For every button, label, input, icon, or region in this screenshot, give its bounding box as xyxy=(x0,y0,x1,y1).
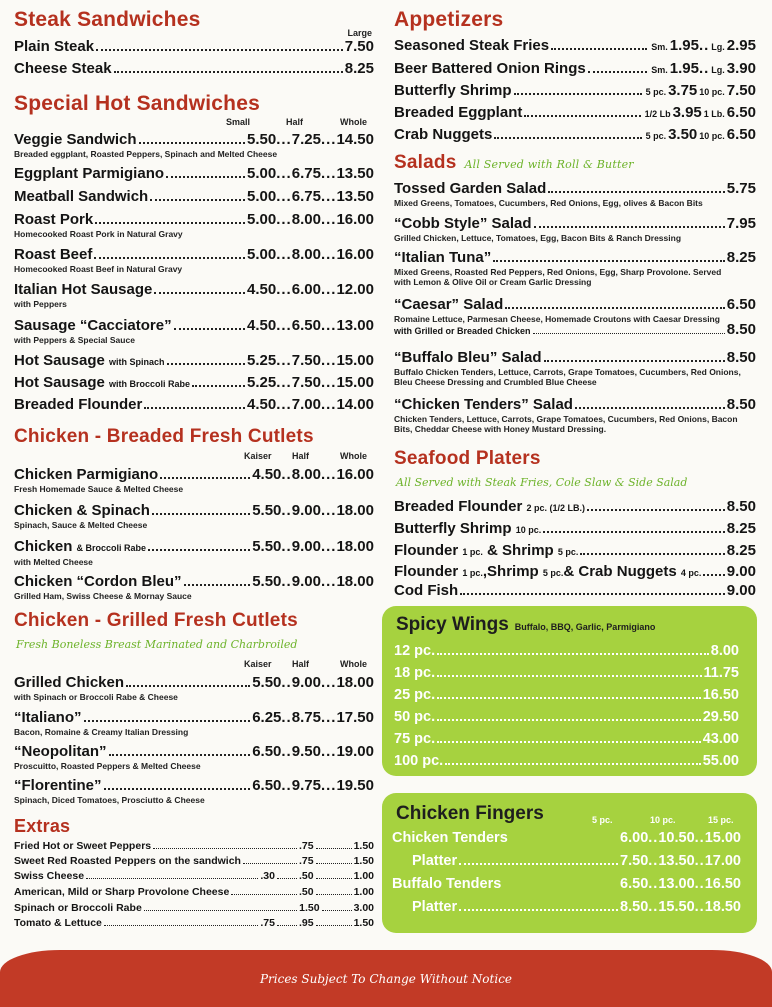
extras-item: Spinach or Broccoli Rabe 1.50 3.00 xyxy=(14,902,374,914)
item-price: 8.25 xyxy=(344,60,374,77)
menu-item: Butterfly Shrimp 5 pc. 3.75 10 pc. 7.50 xyxy=(394,82,756,99)
menu-item: Hot Sausage with Spinach 5.25 ... 7.50 ... 15.00 xyxy=(14,352,374,369)
menu-item: Chicken Parmigiano 4.50 .. 8.00 ... 16.00 Fresh Homemade Sauce & Melted Cheese xyxy=(14,466,374,494)
menu-item: “Buffalo Bleu” Salad 8.50 Buffalo Chicken Tenders, Lettuce, Carrots, Grape Tomatoes, Cucumbers, Red Onions, Bleu Cheese Dressing and Crumbled Blue Cheese xyxy=(394,349,756,387)
fingers-item: Chicken Tenders 6.00 .. 10.50 .. 15.00 xyxy=(392,830,741,846)
wings-item: 25 pc. 16.50 xyxy=(394,687,739,703)
fingers-item: Platter 8.50 .. 15.50 .. 18.50 xyxy=(412,899,741,915)
menu-item: Roast Beef 5.00 ... 8.00 ... 16.00 Homecooked Roast Beef in Natural Gravy xyxy=(14,246,374,274)
menu-item: Chicken & Spinach 5.50 .. 9.00 ... 18.00 Spinach, Sauce & Melted Cheese xyxy=(14,502,374,530)
section-title-salads: Salads All Served with Roll & Butter xyxy=(394,152,634,173)
menu-item: Roast Pork 5.00 ... 8.00 ... 16.00 Homecooked Roast Pork in Natural Gravy xyxy=(14,211,374,239)
menu-item: Breaded Eggplant 1/2 Lb 3.95 1 Lb. 6.50 xyxy=(394,104,756,121)
menu-item: “Caesar” Salad 6.50 Romaine Lettuce, Parmesan Cheese, Homemade Croutons with Caesar Dressing with Grilled or Breaded Chicken 8.50 xyxy=(394,296,756,338)
item-name: Cheese Steak xyxy=(14,60,112,77)
menu-item: Seasoned Steak Fries Sm. 1.95 .. Lg. 2.95 xyxy=(394,37,756,54)
item-price: 7.50 xyxy=(344,38,374,55)
menu-item: Tossed Garden Salad 5.75 Mixed Greens, Tomatoes, Cucumbers, Red Onions, Egg, olives & Bacon Bits xyxy=(394,180,756,208)
section-title-special: Special Hot Sandwiches xyxy=(14,92,260,115)
footer-banner xyxy=(0,950,772,1007)
extras-item: American, Mild or Sharp Provolone Cheese .50 1.00 xyxy=(14,886,374,898)
footer-notice: Prices Subject To Change Without Notice xyxy=(259,972,513,986)
col-large: Large xyxy=(347,28,372,38)
menu-item: Chicken “Cordon Bleu” 5.50 .. 9.00 ... 18.00 Grilled Ham, Swiss Cheese & Mornay Sauce xyxy=(14,573,374,601)
section-title-appetizers: Appetizers xyxy=(394,8,504,31)
section-title-grilled: Chicken - Grilled Fresh Cutlets xyxy=(14,610,298,631)
menu-item: Butterfly Shrimp 10 pc. 8.25 xyxy=(394,520,756,537)
menu-item: Flounder 1 pc.,Shrimp 5 pc.& Crab Nuggets 4 pc. 9.00 xyxy=(394,563,756,580)
menu-item: Breaded Flounder 4.50 ... 7.00 ... 14.00 xyxy=(14,396,374,413)
menu-item: Beer Battered Onion Rings Sm. 1.95 .. Lg. 3.90 xyxy=(394,60,756,77)
grilled-subtitle: Fresh Boneless Breast Marinated and Charbroiled xyxy=(16,638,298,651)
menu-item: Hot Sausage with Broccoli Rabe 5.25 ... 7.50 ... 15.00 xyxy=(14,374,374,391)
wings-item: 12 pc. 8.00 xyxy=(394,643,739,659)
menu-item xyxy=(14,60,374,78)
chicken-fingers-box: Chicken Fingers 5 pc. 10 pc. 15 pc. Chicken Tenders 6.00 .. 10.50 .. 15.00 Platter 7.50 .. 13.50 .. 17.00 Buffalo Tenders 6.50 .. 13.00 .. 16.50 Platter 8.50 .. 15.50 .. 18.50 xyxy=(382,793,757,933)
menu-item: Cod Fish 9.00 xyxy=(394,582,756,599)
fingers-item: Buffalo Tenders 6.50 .. 13.00 .. 16.50 xyxy=(392,876,741,892)
menu-item: Eggplant Parmigiano 5.00 ... 6.75 ... 13.50 xyxy=(14,165,374,182)
fingers-item: Platter 7.50 .. 13.50 .. 17.00 xyxy=(412,853,741,869)
item-description: Breaded eggplant, Roasted Peppers, Spinach and Melted Cheese xyxy=(14,149,278,159)
wings-title: Spicy Wings Buffalo, BBQ, Garlic, Parmigiano xyxy=(396,614,656,635)
wings-flavors: Buffalo, BBQ, Garlic, Parmigiano xyxy=(514,622,656,632)
extras-item: Fried Hot or Sweet Peppers .75 1.50 xyxy=(14,840,374,852)
wings-item: 75 pc. 43.00 xyxy=(394,731,739,747)
extras-item: Tomato & Lettuce .75 .95 1.50 xyxy=(14,917,374,929)
seafood-subtitle: All Served with Steak Fries, Cole Slaw & Side Salad xyxy=(396,476,688,489)
menu-item: Meatball Sandwich 5.00 ... 6.75 ... 13.50 xyxy=(14,188,374,205)
menu-item: Veggie Sandwich 5.50 ... 7.25 ... 14.50 Breaded eggplant, Roasted Peppers, Spinach and Melted Cheese xyxy=(14,131,374,159)
fingers-title: Chicken Fingers xyxy=(396,803,544,824)
menu-item: Sausage “Cacciatore” 4.50 ... 6.50 ... 13.00 with Peppers & Special Sauce xyxy=(14,317,374,345)
section-title-breaded: Chicken - Breaded Fresh Cutlets xyxy=(14,426,314,447)
menu-item: Italian Hot Sausage 4.50 ... 6.00 ... 12.00 with Peppers xyxy=(14,281,374,309)
menu-item: Grilled Chicken 5.50 .. 9.00 ... 18.00 with Spinach or Broccoli Rabe & Cheese xyxy=(14,674,374,702)
menu-item: “Italiano” 6.25 .. 8.75 ... 17.50 Bacon, Romaine & Creamy Italian Dressing xyxy=(14,709,374,737)
menu-item: Breaded Flounder 2 pc. (1/2 LB.) 8.50 xyxy=(394,498,756,515)
spicy-wings-box xyxy=(382,606,757,776)
section-title-seafood: Seafood Platers xyxy=(394,448,541,469)
menu-item: Flounder 1 pc. & Shrimp 5 pc. 8.25 xyxy=(394,542,756,559)
wings-item: 18 pc. 11.75 xyxy=(394,665,739,681)
salads-subtitle: All Served with Roll & Butter xyxy=(464,158,634,171)
menu-item: Chicken & Broccoli Rabe 5.50 .. 9.00 ... 18.00 with Melted Cheese xyxy=(14,538,374,567)
menu-item: “Chicken Tenders” Salad 8.50 Chicken Tenders, Lettuce, Carrots, Grape Tomatoes, Cucumbers, Red Onions, Bacon Bits, Cheddar Cheese with Honey Mustard Dressing. xyxy=(394,396,756,434)
section-title-extras: Extras xyxy=(14,816,71,836)
menu-item: “Neopolitan” 6.50 .. 9.50 ... 19.00 Proscuitto, Roasted Peppers & Melted Cheese xyxy=(14,743,374,771)
menu-item: “Florentine” 6.50 .. 9.75 ... 19.50 Spinach, Diced Tomatoes, Prosciutto & Cheese xyxy=(14,777,374,805)
menu-item: “Italian Tuna” 8.25 Mixed Greens, Roasted Red Peppers, Red Onions, Egg, Sharp Provolone. Served with Lemon & Olive Oil or Cream Garlic Dressing xyxy=(394,249,756,287)
menu-item: “Cobb Style” Salad 7.95 Grilled Chicken, Lettuce, Tomatoes, Egg, Bacon Bits & Ranch Dressing xyxy=(394,215,756,243)
wings-item: 100 pc. 55.00 xyxy=(394,753,739,769)
extras-item: Sweet Red Roasted Peppers on the sandwich .75 1.50 xyxy=(14,855,374,867)
menu-item xyxy=(14,38,374,56)
extras-item: Swiss Cheese .30 .50 1.00 xyxy=(14,870,374,882)
item-name: Plain Steak xyxy=(14,38,95,55)
section-title-steak: Steak Sandwiches xyxy=(14,8,201,31)
wings-item: 50 pc. 29.50 xyxy=(394,709,739,725)
menu-item: Crab Nuggets 5 pc. 3.50 10 pc. 6.50 xyxy=(394,126,756,143)
